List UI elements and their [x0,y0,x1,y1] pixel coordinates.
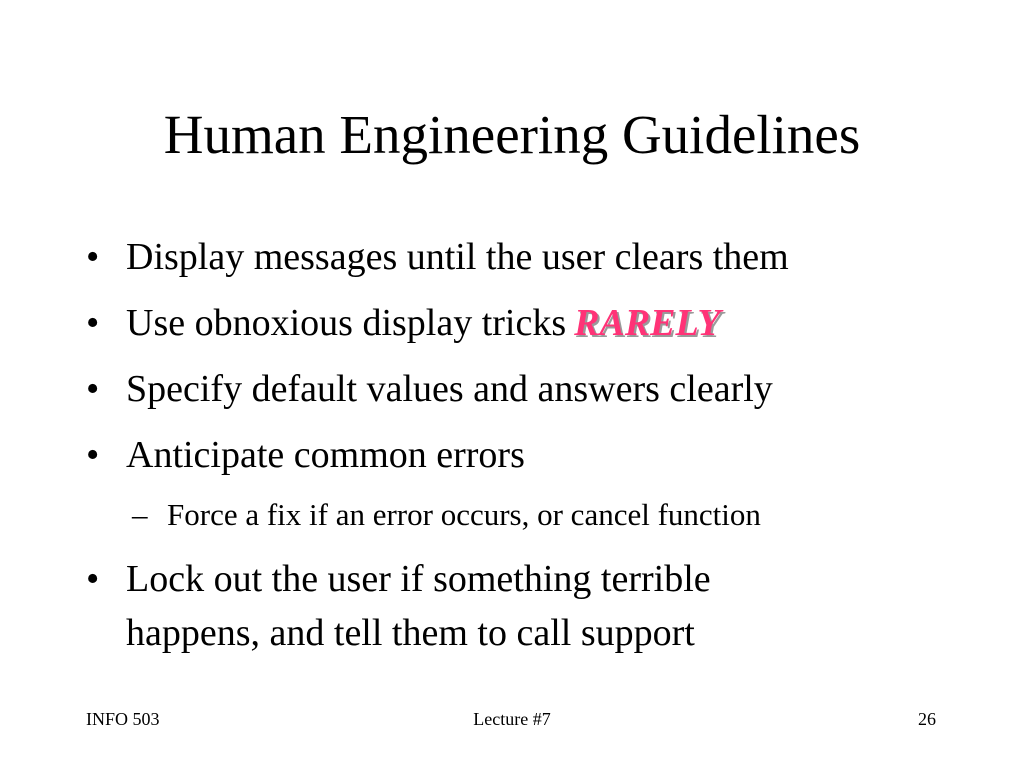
footer-lecture: Lecture #7 [473,709,551,729]
bullet-text: Lock out the user if something terrible [126,558,711,600]
emphasis-text: RARELY [574,302,721,344]
bullet-text: Specify default values and answers clearly [126,368,773,410]
footer-course: INFO 503 [86,709,160,729]
bullet-text-container [126,299,721,347]
sub-bullet-text: Force a fix if an error occurs, or cancel function [167,497,761,532]
bullet-icon: • [86,558,100,600]
bullet-icon: • [86,302,100,344]
dash-icon: – [132,497,148,532]
bullet-icon: • [86,368,100,410]
bullet-text: happens, and tell them to call support [126,612,695,654]
slide-title: Human Engineering Guidelines [163,104,861,165]
bullet-icon: • [86,434,100,476]
bullet-icon: • [86,236,100,278]
bullet-text: Use obnoxious display tricks [126,302,567,344]
bullet-text: Display messages until the user clears them [126,236,789,278]
footer-page-number: 26 [918,709,936,729]
bullet-text: Anticipate common errors [126,434,525,476]
